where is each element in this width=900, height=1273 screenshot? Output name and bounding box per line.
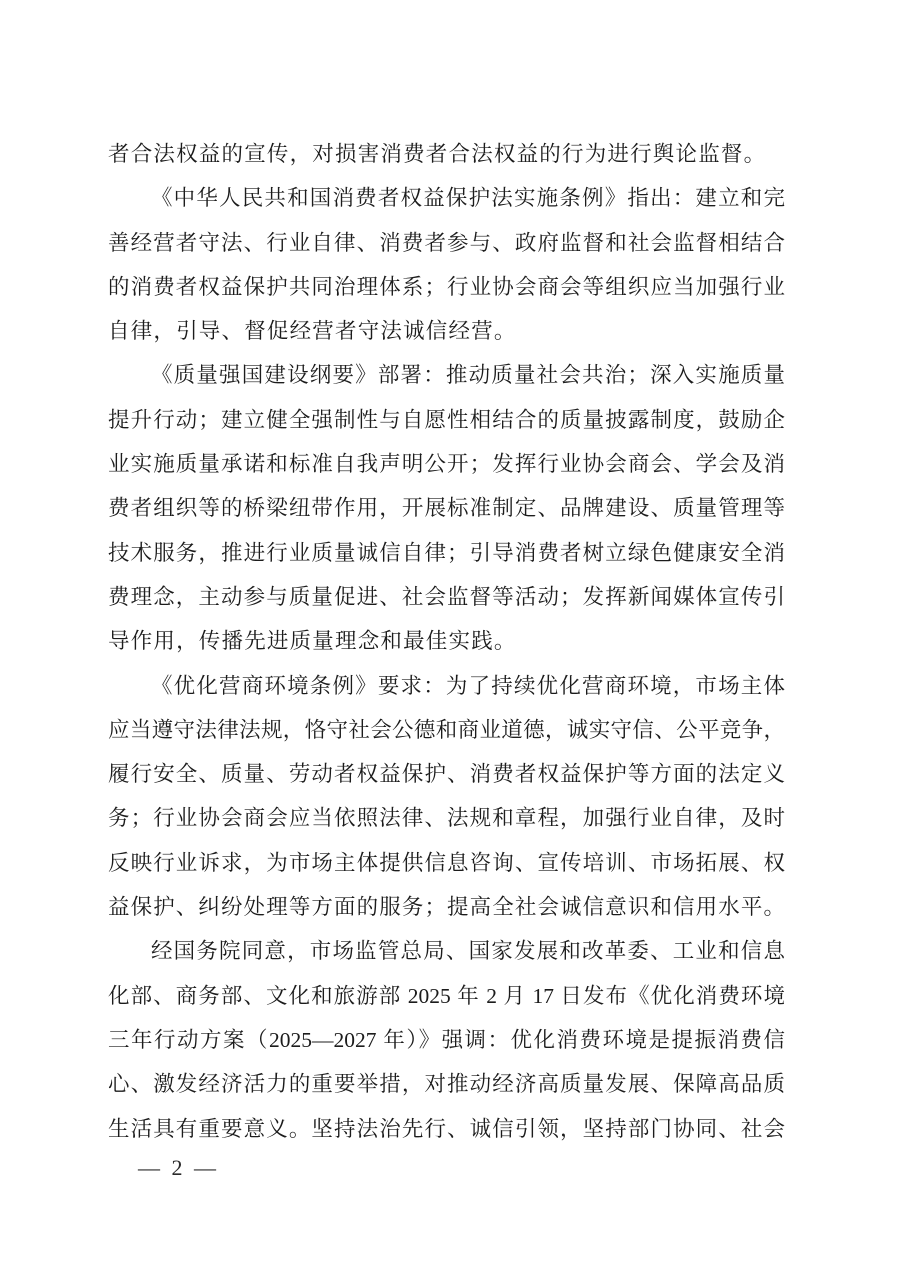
paragraph xyxy=(108,664,785,930)
text-line: 益保护、纠纷处理等方面的服务；提高全社会诚信意识和信用水平。 xyxy=(108,895,785,920)
text-line: 技术服务，推进行业质量诚信自律；引导消费者树立绿色健康安全消 xyxy=(108,540,785,565)
text-line: 导作用，传播先进质量理念和最佳实践。 xyxy=(108,629,517,654)
page-number: — 2 — xyxy=(138,1155,219,1180)
text-line: 三年行动方案（2025—2027 年）》强调：优化消费环境是提振消费信 xyxy=(108,1027,785,1052)
paragraph xyxy=(108,176,785,353)
text-line: 经国务院同意，市场监管总局、国家发展和改革委、工业和信息 xyxy=(151,939,785,964)
text-line: 《中华人民共和国消费者权益保护法实施条例》指出：建立和完 xyxy=(151,186,785,211)
text-line: 善经营者守法、行业自律、消费者参与、政府监督和社会监督相结合 xyxy=(108,230,785,255)
text-line: 的消费者权益保护共同治理体系；行业协会商会等组织应当加强行业 xyxy=(108,274,785,299)
text-line: 费理念，主动参与质量促进、社会监督等活动；发挥新闻媒体宣传引 xyxy=(108,584,785,609)
text-line: 《优化营商环境条例》要求：为了持续优化营商环境，市场主体 xyxy=(151,673,785,698)
text-line: 务；行业协会商会应当依照法律、法规和章程，加强行业自律，及时 xyxy=(108,806,785,831)
text-line: 化部、商务部、文化和旅游部 2025 年 2 月 17 日发布《优化消费环境 xyxy=(108,983,785,1008)
paragraph xyxy=(108,929,785,1150)
text-line: 业实施质量承诺和标准自我声明公开；发挥行业协会商会、学会及消 xyxy=(108,452,785,477)
text-line: 《质量强国建设纲要》部署：推动质量社会共治；深入实施质量 xyxy=(151,363,785,388)
text-line: 提升行动；建立健全强制性与自愿性相结合的质量披露制度，鼓励企 xyxy=(108,407,785,432)
text-line: 自律，引导、督促经营者守法诚信经营。 xyxy=(108,319,517,344)
paragraph xyxy=(108,132,785,176)
text-line: 应当遵守法律法规，恪守社会公德和商业道德，诚实守信、公平竞争， xyxy=(108,717,785,742)
text-line: 费者组织等的桥梁纽带作用，开展标准制定、品牌建设、质量管理等 xyxy=(108,496,785,521)
document-body xyxy=(108,132,785,1151)
paragraph xyxy=(108,353,785,663)
text-line: 心、激发经济活力的重要举措，对推动经济高质量发展、保障高品质 xyxy=(108,1072,785,1097)
text-line: 者合法权益的宣传，对损害消费者合法权益的行为进行舆论监督。 xyxy=(108,142,767,166)
text-line: 反映行业诉求，为市场主体提供信息咨询、宣传培训、市场拓展、权 xyxy=(108,850,785,875)
text-line: 履行安全、质量、劳动者权益保护、消费者权益保护等方面的法定义 xyxy=(108,762,785,787)
text-line: 生活具有重要意义。坚持法治先行、诚信引领，坚持部门协同、社会 xyxy=(108,1116,785,1141)
